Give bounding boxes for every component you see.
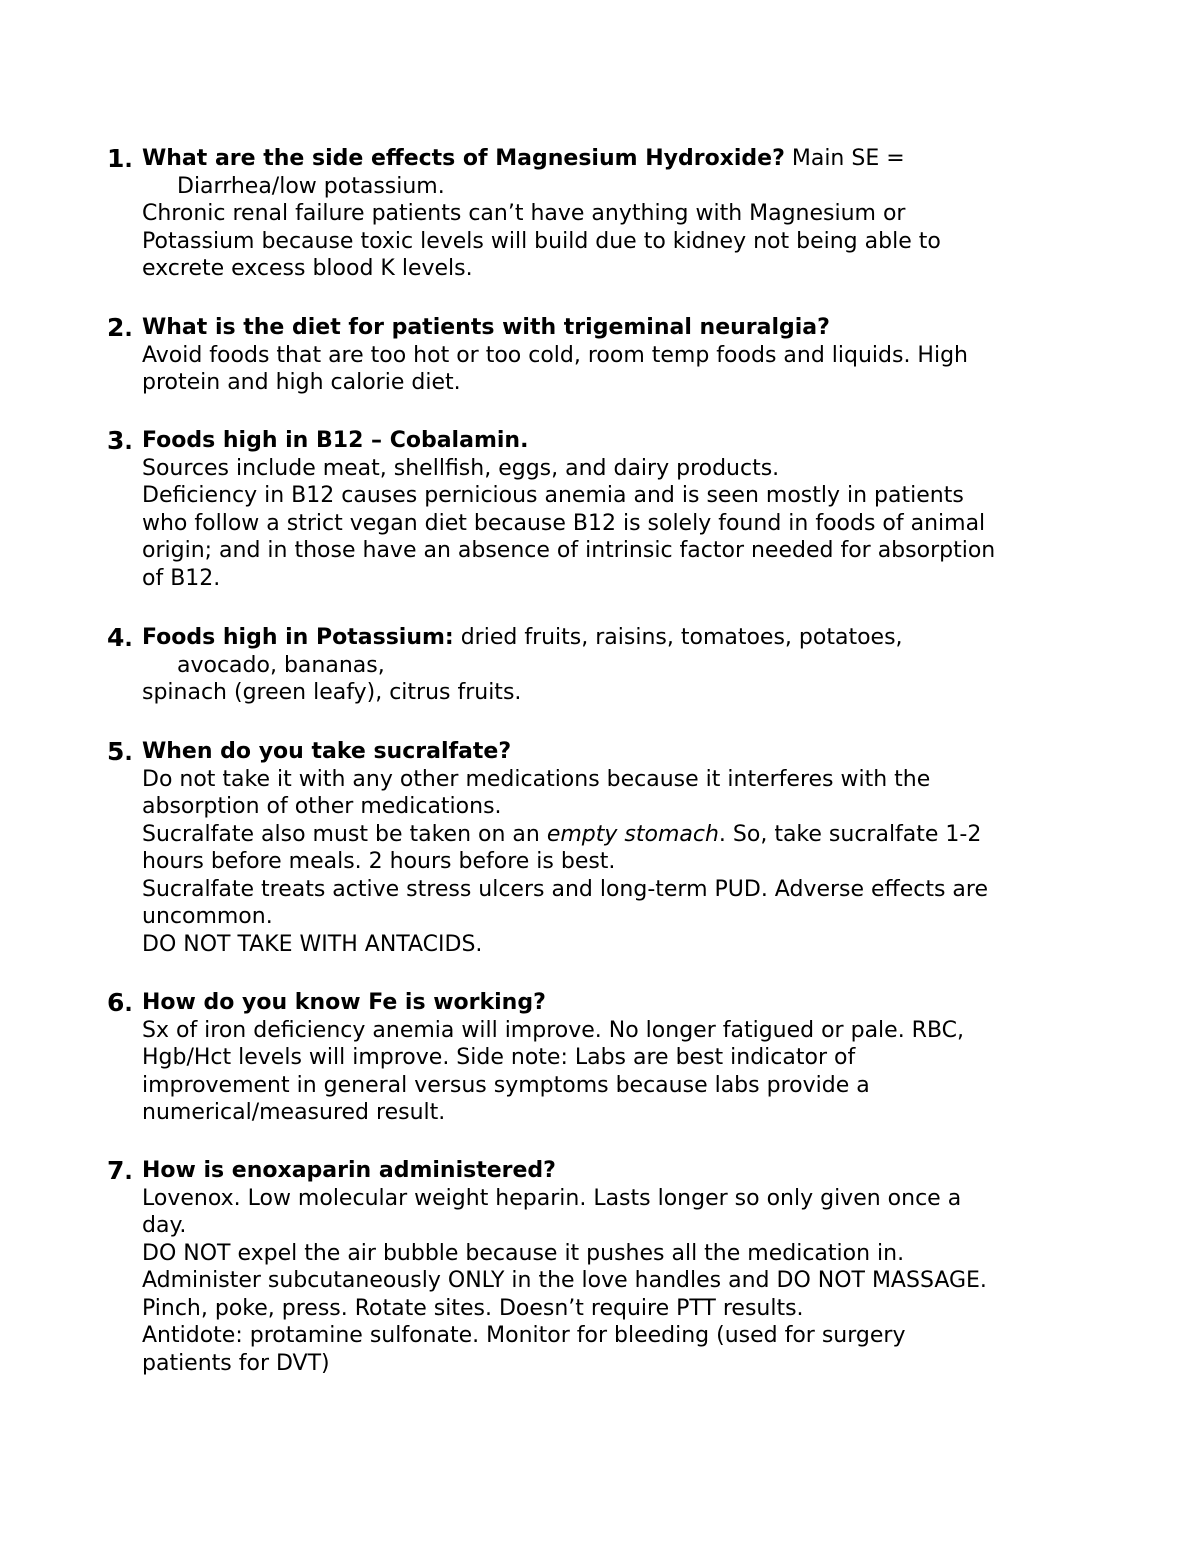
item-number: 1.	[107, 144, 133, 173]
answer-line: Sources include meat, shellfish, eggs, and dairy products.	[142, 455, 780, 481]
item-number: 3.	[107, 426, 133, 455]
question-line	[107, 1157, 1072, 1185]
answer-line: hours before meals. 2 hours before is best.	[142, 849, 616, 874]
answer-line: who follow a strict vegan diet because B12 is solely found in foods of animal	[142, 510, 986, 536]
answer-line: avocado, bananas,	[177, 652, 385, 678]
question-text: What is the diet for patients with trigeminal neuralgia?	[142, 315, 830, 340]
question-line	[107, 314, 1072, 342]
answer-line: Antidote: protamine sulfonate. Monitor for bleeding (used for surgery	[142, 1323, 906, 1348]
answer-line: Hgb/Hct levels will improve. Side note: Labs are best indicator of	[142, 1045, 856, 1070]
answer-line: of B12.	[142, 565, 221, 591]
answer-line: Chronic renal failure patients can’t have anything with Magnesium or	[142, 201, 906, 226]
answer-line: protein and high calorie diet.	[142, 370, 461, 395]
inline-answer: Main SE =	[784, 146, 905, 171]
answer-line: day.	[142, 1213, 187, 1238]
item-number: 5.	[107, 737, 133, 766]
item-number: 7.	[107, 1156, 133, 1185]
item-number: 4.	[107, 623, 133, 652]
answer-line: uncommon.	[142, 904, 273, 929]
qa-item-7	[107, 1156, 1072, 1377]
answer-line: Avoid foods that are too hot or too cold, room temp foods and liquids. High	[142, 342, 968, 368]
answer-line: patients for DVT)	[142, 1350, 330, 1376]
answer-line: excrete excess blood K levels.	[142, 256, 473, 281]
answer-line: Sucralfate also must be taken on an empty stomach. So, take sucralfate 1-2	[142, 821, 982, 847]
emphasis-text: empty stomach	[546, 821, 719, 847]
answer-line: origin; and in those have an absence of intrinsic factor needed for absorption	[142, 538, 996, 563]
question-text: Foods high in B12 – Cobalamin.	[142, 428, 529, 453]
answer-line: Sucralfate treats active stress ulcers and long-term PUD. Adverse effects are	[142, 876, 989, 902]
answer-line: numerical/measured result.	[142, 1100, 446, 1125]
answer-line: Administer subcutaneously ONLY in the love handles and DO NOT MASSAGE.	[142, 1268, 987, 1293]
question-line	[107, 989, 1072, 1017]
qa-item-2	[107, 313, 1072, 397]
answer-line: Lovenox. Low molecular weight heparin. Lasts longer so only given once a	[142, 1185, 962, 1211]
question-text: How is enoxaparin administered?	[142, 1158, 556, 1183]
question-text: What are the side effects of Magnesium Hydroxide?	[142, 146, 785, 171]
question-text: When do you take sucralfate?	[142, 739, 512, 764]
answer-line: DO NOT expel the air bubble because it pushes all the medication in.	[142, 1240, 905, 1266]
question-text: How do you know Fe is working?	[142, 990, 546, 1015]
answer-line: Deficiency in B12 causes pernicious anemia and is seen mostly in patients	[142, 483, 964, 508]
answer-line: Pinch, poke, press. Rotate sites. Doesn’t require PTT results.	[142, 1295, 804, 1321]
qa-item-4	[107, 623, 1072, 707]
qa-item-1	[107, 144, 1072, 283]
qa-item-3	[107, 426, 1072, 592]
question-line	[107, 145, 1072, 173]
answer-line: Diarrhea/low potassium.	[177, 173, 445, 199]
answer-line: spinach (green leafy), citrus fruits.	[142, 680, 522, 705]
item-number: 2.	[107, 313, 133, 342]
question-text: Foods high in Potassium:	[142, 625, 454, 650]
answer-line: absorption of other medications.	[142, 794, 502, 819]
question-line	[107, 427, 1072, 455]
item-number: 6.	[107, 988, 133, 1017]
qa-item-5	[107, 737, 1072, 958]
inline-answer: dried fruits, raisins, tomatoes, potatoes,	[453, 625, 903, 650]
question-line	[107, 624, 1072, 652]
answer-line: Potassium because toxic levels will build due to kidney not being able to	[142, 228, 941, 254]
question-line	[107, 738, 1072, 766]
answer-line: improvement in general versus symptoms because labs provide a	[142, 1072, 870, 1098]
answer-line: DO NOT TAKE WITH ANTACIDS.	[142, 931, 483, 957]
answer-line: Do not take it with any other medications because it interferes with the	[142, 766, 931, 792]
qa-item-6	[107, 988, 1072, 1127]
answer-line: Sx of iron deficiency anemia will improve. No longer fatigued or pale. RBC,	[142, 1017, 965, 1043]
